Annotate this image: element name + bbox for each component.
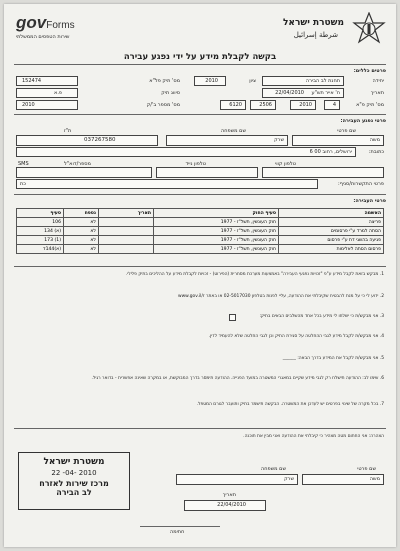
case-label: מס' מספר ב'/ק [146, 102, 180, 108]
paragraph-7: 7. בכל מקרה של שינוי בפרטים יש לעדכן את המשטרה. הבקשה תישמר בתיק ותועבר לגורם המטפל. [196, 402, 384, 407]
stamp-line-1: משטרת ישראל [43, 457, 105, 467]
email-label: מספר/דוא"ל [64, 161, 91, 167]
offense-header-row [17, 209, 384, 218]
offense-name: פגיעה בהשגי דת ע"י פרסום [279, 236, 384, 245]
phone-mobile-label: טלפון נייד [185, 161, 206, 167]
form-title: בקשה לקבלת מידע על ידי נפגע עבירה [123, 52, 277, 62]
stamp-line-4: לב הבירה [56, 488, 92, 497]
file-no2-value: 4 [332, 102, 336, 108]
header-section: סעיף [17, 209, 64, 218]
date-value: 22/04/2010 [275, 90, 304, 96]
table-row [17, 227, 384, 236]
case-value-c: 2010 [22, 102, 35, 108]
last-name-value: שרק [274, 137, 284, 143]
offense-law: חוק העונשין, תשל"ז - 1977 [154, 236, 279, 245]
paragraph-5: 5. אני מבקש/ת לקבל את המידע בדרך הבאה: ______ [282, 356, 384, 361]
offense-section: (1) 173 [17, 236, 64, 245]
contact-field[interactable] [16, 179, 318, 189]
offense-law: חוק העונשין, תשל"ז - 1977 [154, 227, 279, 236]
offense-appendix: לא [64, 227, 99, 236]
header-date: תאריך [99, 209, 154, 218]
file-type-field[interactable] [16, 88, 78, 98]
sig-last-name-field[interactable] [176, 474, 298, 485]
header-law: סעיף החוק [154, 209, 279, 218]
stamp-line-3: מרכז שירות לאזרח [39, 479, 109, 488]
header-appendix: נספח [64, 209, 99, 218]
case-value-a: 6120 [229, 102, 242, 108]
offense-law: חוק העונשין, תשל"ז - 1977 [154, 245, 279, 254]
offense-table [16, 208, 384, 254]
file-no-value: 152474 [22, 78, 42, 84]
address-value: ירושלים, רחוב 00 6 [309, 149, 352, 155]
offense-appendix: לא [64, 236, 99, 245]
sig-last-name-value: שרק [284, 476, 294, 482]
table-row [17, 245, 384, 254]
offense-law: חוק העונשין, תשל"ז - 1977 [154, 218, 279, 227]
phone-home-field[interactable] [262, 167, 384, 178]
file-no2-label: מס' תיק פ"א [356, 102, 384, 108]
paragraph-4: 4. אני מבקש/ת לקבל מידע לגבי ההחלטה על סגירת התיק וכן לגבי החלטה שלא להעמיד לדין. [208, 334, 384, 339]
address-label: כתובת: [368, 149, 384, 155]
id-value: 037267580 [84, 137, 116, 143]
offense-section: (א) 134 [17, 227, 64, 236]
table-row [17, 236, 384, 245]
unit-value: תחנת לב הבירה [305, 78, 340, 84]
offense-appendix: לא [64, 245, 99, 254]
paragraph-3: 3. אני מבקש/ת כי ישלחו לי מידע בכל אחד מהשלבים הבאים בתיק: [259, 314, 384, 319]
last-name-field[interactable] [166, 135, 288, 146]
last-name-label: שם משפחה [220, 128, 246, 134]
sig-first-name-value: משה [369, 476, 380, 482]
police-emblem-icon [352, 12, 386, 46]
paragraph-1: 1. מבקש בזאת לקבל מידע ע"פ "זכויות נפגעי העבירה" באמצעות מערכת מסחרית (הפירוט) - זכויות לקבלת מידע על ההליכים בתיק פלילי. [125, 272, 384, 277]
org-name-he: משטרת ישראל [282, 18, 344, 28]
stamp-line-2: 22 -04- 2010 [51, 469, 97, 477]
file-type-value: פ.א [54, 90, 63, 96]
address-field[interactable] [16, 147, 356, 157]
first-name-value: משה [369, 137, 380, 143]
date-heb-value: ח' אייר תש"ע [311, 90, 340, 96]
offense-section: 106 [17, 218, 64, 227]
table-row [17, 218, 384, 227]
case-value-b: 2506 [259, 102, 272, 108]
general-section-label: פרטים כללים: [353, 68, 386, 74]
first-name-label: שם פרטי [337, 128, 356, 134]
offense-name: הסתה למרד ע"י פרסומים [279, 227, 384, 236]
offense-name: פריצה [279, 218, 384, 227]
offense-appendix: לא [64, 218, 99, 227]
district-value: ציון [249, 78, 256, 84]
sms-label: SMS [18, 161, 29, 167]
sig-last-name-label: שם משפחה [260, 466, 286, 472]
email-field[interactable] [16, 167, 152, 178]
sig-date-label: תאריך [222, 492, 236, 498]
gov-subtitle: שירות הטפסים הממשלתי [16, 34, 70, 40]
header-accusation: האשמה [279, 209, 384, 218]
file-type-label: סיווג תיק [161, 90, 180, 96]
offense-section: (א)144ד [17, 245, 64, 254]
other-label: כת [20, 181, 26, 187]
date-label: תאריך [370, 90, 384, 96]
paragraph-6: 6. שימו לב: ההודעה תישלח רק לגבי מידע שקיים במאגרי המשטרה במועד הפנייה. ההודעה תימסר בדרך המבוקשת, או במקרה שאינה אפשרית - בדואר רגיל. [91, 376, 384, 381]
victim-section-label: פרטי נפגע העבירה: [340, 118, 386, 124]
contact-label: פרטי התקשרות/סניף: [338, 181, 384, 187]
form-page [4, 4, 396, 547]
unit-label: יחידה [372, 78, 384, 84]
file-no2-year: 2010 [299, 102, 312, 108]
police-stamp [18, 452, 130, 510]
offense-name: פרסום הסתה לאלימות [279, 245, 384, 254]
file-year-value: 2010 [205, 78, 218, 84]
file-no-label: מס' תיק פל"א [149, 78, 180, 84]
stage-checkbox[interactable] [229, 314, 236, 321]
sig-sign-label: חתימה [170, 529, 185, 535]
phone-home-label: טלפון קווי [275, 161, 296, 167]
sig-first-name-label: שם פרטי [357, 466, 376, 472]
declaration-text: הצהרה: אני החתום מטה מצהיר כי קיבלתי את ההודעה ואני מבין את תוכנה. [243, 434, 384, 439]
sig-date-value: 22/04/2010 [217, 502, 246, 508]
id-label: ת"ז [64, 128, 72, 134]
gov-logo: govForms [16, 13, 75, 32]
offense-section-label: פרטי העבירה: [353, 198, 386, 204]
org-name-ar: شرطة إسرائيل [293, 31, 338, 39]
paragraph-2: 2. ידוע לי כי על מנת להבטיח שקיבלתי את ההודעה, עליי לפנות בטלפון 02-5017030 או באתר www.gov.il/r [178, 294, 384, 299]
phone-mobile-field[interactable] [156, 167, 258, 178]
